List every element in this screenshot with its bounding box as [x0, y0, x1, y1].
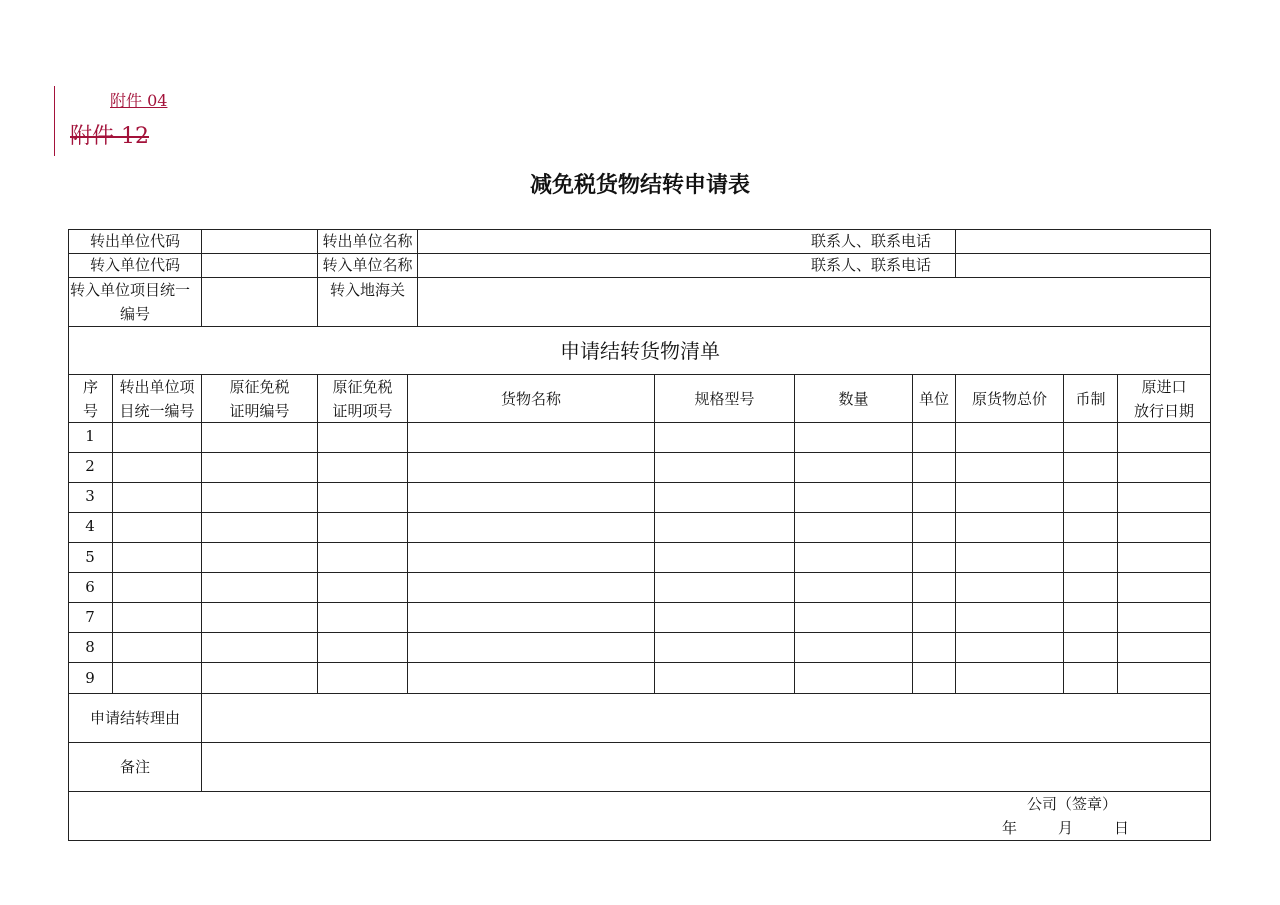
in-unit-code-label: 转入单位代码: [89, 256, 180, 274]
rule: [68, 512, 1211, 513]
rule: [68, 542, 1211, 543]
form-title: 减免税货物结转申请表: [529, 172, 750, 198]
row-number: 1: [85, 427, 95, 445]
in-customs-field[interactable]: [418, 278, 1210, 326]
col-unit: 单位: [918, 389, 949, 408]
rule: [68, 452, 1211, 453]
out-contact-field[interactable]: [956, 230, 1210, 253]
company-seal-label: 公司（签章）: [1027, 795, 1118, 813]
out-unit-name-label: 转出单位名称: [322, 232, 413, 250]
in-contact-field[interactable]: [956, 254, 1210, 277]
remarks-label: 备注: [119, 758, 150, 776]
in-contact-label: 联系人、联系电话: [811, 256, 932, 274]
reason-field[interactable]: [202, 694, 1210, 742]
rule: [68, 572, 1211, 573]
row-number: 6: [85, 578, 95, 596]
col-currency: 币制: [1075, 389, 1106, 408]
in-project-number-label: 转入单位项目统一: [70, 281, 191, 299]
col-total-price: 原货物总价: [971, 389, 1047, 408]
in-unit-name-field[interactable]: [418, 254, 798, 277]
rule: [68, 662, 1211, 663]
out-contact-label: 联系人、联系电话: [811, 232, 932, 250]
in-project-number-field[interactable]: [202, 278, 317, 326]
out-unit-name-field[interactable]: [418, 230, 798, 253]
col-project-number: 转出单位项 目统一编号: [119, 377, 195, 420]
date-month-label: 月: [1058, 819, 1074, 837]
remarks-field[interactable]: [202, 743, 1210, 791]
col-certificate-number: 原征免税 证明编号: [229, 377, 290, 420]
in-unit-code-field[interactable]: [202, 254, 317, 277]
rule: [68, 632, 1211, 633]
row-number: 5: [85, 548, 95, 566]
row-number: 9: [85, 669, 95, 687]
row-number: 2: [85, 457, 95, 475]
col-seq: 序 号: [82, 377, 98, 420]
row-number: 3: [85, 487, 95, 505]
attachment-number-deleted: 附件 12: [70, 124, 149, 149]
col-spec: 规格型号: [694, 389, 755, 408]
col-release-date: 原进口 放行日期: [1133, 377, 1194, 420]
row-number: 7: [85, 608, 95, 626]
out-unit-code-label: 转出单位代码: [89, 232, 180, 250]
col-goods-name: 货物名称: [500, 389, 561, 408]
in-customs-label: 转入地海关: [329, 281, 405, 299]
in-unit-name-label: 转入单位名称: [322, 256, 413, 274]
row-number: 4: [85, 517, 95, 535]
row-number: 8: [85, 638, 95, 656]
reason-label: 申请结转理由: [89, 709, 180, 727]
rule: [68, 482, 1211, 483]
goods-list-title: 申请结转货物清单: [560, 338, 720, 363]
col-certificate-item: 原征免税 证明项号: [332, 377, 393, 420]
attachment-number: 附件 04: [110, 91, 168, 110]
col-quantity: 数量: [838, 389, 869, 408]
revision-bar: [54, 86, 55, 156]
date-day-label: 日: [1114, 819, 1130, 837]
in-project-number-label-line2: 编号: [119, 305, 150, 323]
date-year-label: 年: [1002, 819, 1018, 837]
out-unit-code-field[interactable]: [202, 230, 317, 253]
rule: [68, 602, 1211, 603]
